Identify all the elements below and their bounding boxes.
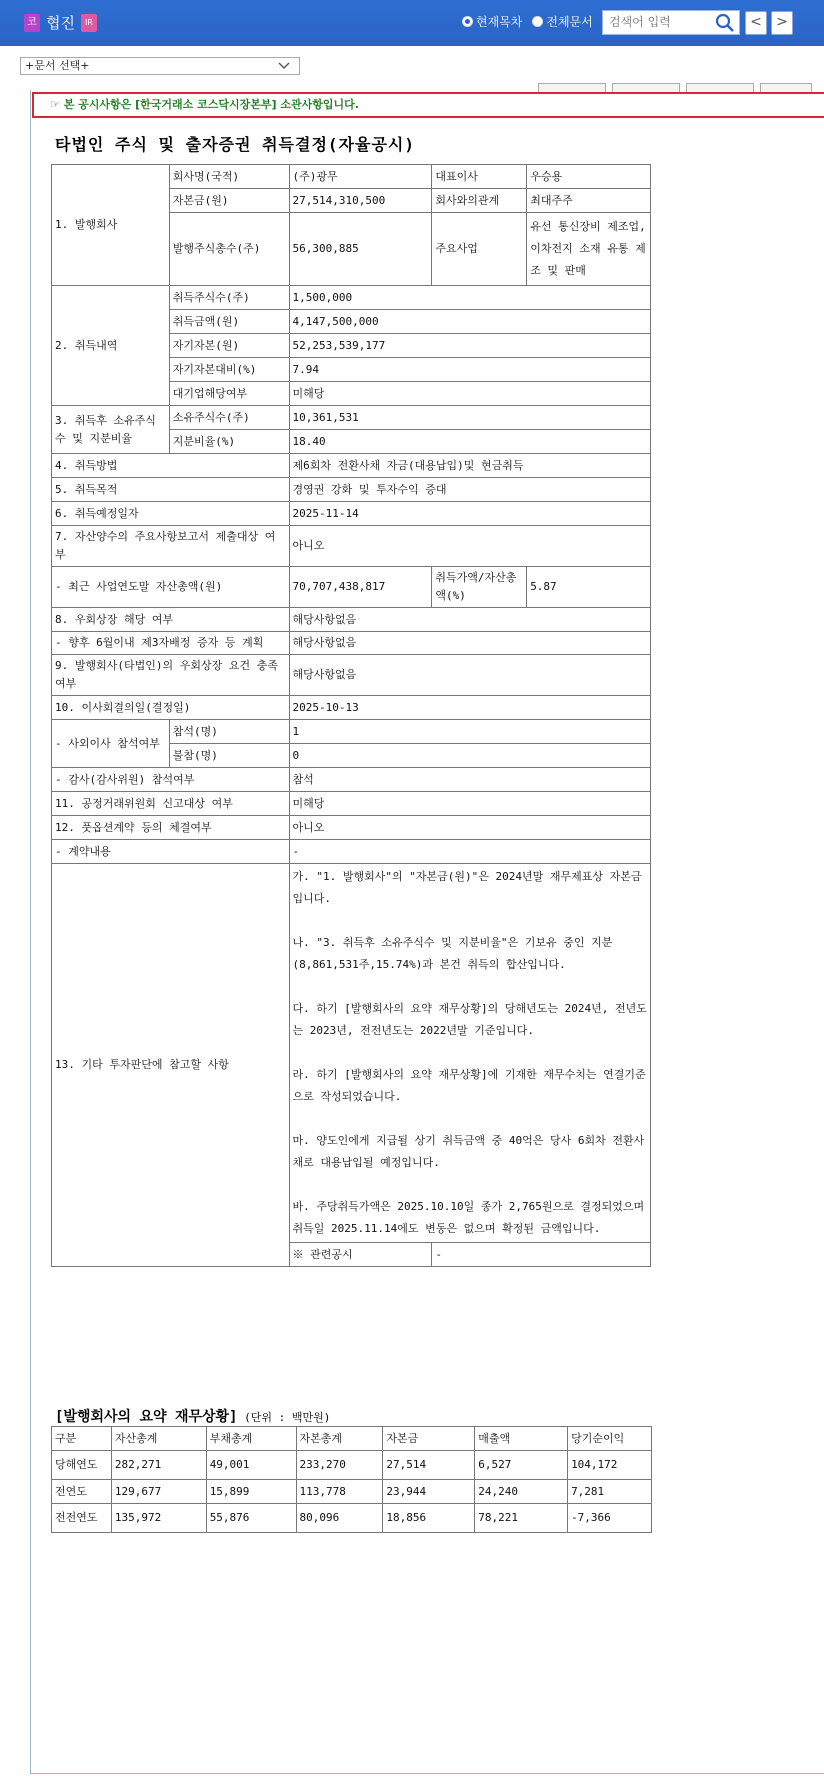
column-header: 자본총계 xyxy=(296,1427,383,1451)
search-icon[interactable] xyxy=(715,13,735,33)
search-input[interactable] xyxy=(603,11,721,33)
field-value: 참석 xyxy=(289,768,651,792)
remark-paragraph: 나. "3. 취득후 소유주식수 및 지분비율"은 기보유 중인 지분(8,861,531주,15.74%)과 본건 취득의 합산입니다. xyxy=(292,936,613,971)
field-value: - xyxy=(432,1243,651,1267)
logo xyxy=(24,12,97,33)
row-label: 당해연도 xyxy=(52,1451,112,1480)
field-label: - 계약내용 xyxy=(52,840,290,864)
field-label: 8. 우회상장 해당 여부 xyxy=(52,608,290,632)
field-label: 대기업해당여부 xyxy=(169,382,289,406)
field-value: 2025-11-14 xyxy=(289,502,651,526)
field-label: 11. 공정거래위원회 신고대상 여부 xyxy=(52,792,290,816)
column-header: 구분 xyxy=(52,1427,112,1451)
remark-paragraph: 마. 양도인에게 지급될 상기 취득금액 중 40억은 당사 6회차 전환사채로 대용납입될 예정입니다. xyxy=(292,1134,645,1169)
table-cell: 49,001 xyxy=(206,1451,296,1480)
table-cell: 78,221 xyxy=(475,1504,568,1533)
field-value: 1 xyxy=(289,720,651,744)
radio-current-label: 현재목차 xyxy=(476,15,523,29)
table-cell: 80,096 xyxy=(296,1504,383,1533)
field-label: - 사외이사 참석여부 xyxy=(52,720,170,768)
field-label: 소유주식수(주) xyxy=(169,406,289,430)
company-name: 협진 xyxy=(46,14,75,32)
field-label: 10. 이사회결의일(결정일) xyxy=(52,696,290,720)
table-header-row xyxy=(52,1427,652,1451)
summary-title-text: [발행회사의 요약 재무상황] xyxy=(55,1409,238,1425)
field-label: - 최근 사업연도말 자산총액(원) xyxy=(52,567,290,608)
table-cell: 104,172 xyxy=(568,1451,652,1480)
column-header: 당기순이익 xyxy=(568,1427,652,1451)
field-value: 0 xyxy=(289,744,651,768)
remark-paragraph: 가. "1. 발행회사"의 "자본금(원)"은 2024년말 재무제표상 자본금입니다. xyxy=(292,870,642,905)
table-cell: 7,281 xyxy=(568,1480,652,1504)
remark-paragraph: 다. 하기 [발행회사의 요약 재무상황]의 당해년도는 2024년, 전년도는 2023년, 전전년도는 2022년말 기준입니다. xyxy=(292,1002,647,1037)
disclosure-table xyxy=(51,164,651,1267)
field-value: 최대주주 xyxy=(527,189,651,213)
field-label: 지분비율(%) xyxy=(169,430,289,454)
row-label: 전전연도 xyxy=(52,1504,112,1533)
table-row xyxy=(52,1504,652,1533)
field-value: 4,147,500,000 xyxy=(289,310,651,334)
remark-paragraph: 라. 하기 [발행회사의 요약 재무상황]에 기재한 재무수치는 연결기준으로 작성되었습니다. xyxy=(292,1068,646,1103)
column-header: 자본금 xyxy=(383,1427,475,1451)
field-label: 취득금액(원) xyxy=(169,310,289,334)
remark-paragraph: 바. 주당취득가액은 2025.10.10일 종가 2,765원으로 결정되었으며 취득일 2025.11.14에도 변동은 없으며 확정된 금액입니다. xyxy=(292,1200,645,1235)
field-label: ※ 관련공시 xyxy=(289,1243,432,1267)
radio-checked-icon[interactable] xyxy=(462,16,473,27)
radio-current-section[interactable] xyxy=(462,13,522,30)
notice-banner: ☞ 본 공시사항은 [한국거래소 코스닥시장본부] 소관사항입니다. xyxy=(32,92,824,118)
search-scope xyxy=(462,13,593,30)
field-label: 회사명(국적) xyxy=(169,165,289,189)
table-cell: 23,944 xyxy=(383,1480,475,1504)
table-cell: 282,271 xyxy=(111,1451,206,1480)
field-value: (주)광무 xyxy=(289,165,432,189)
field-value: 27,514,310,500 xyxy=(289,189,432,213)
field-value: 70,707,438,817 xyxy=(289,567,432,608)
table-cell: 24,240 xyxy=(475,1480,568,1504)
field-label: 자기자본(원) xyxy=(169,334,289,358)
field-value: 아니오 xyxy=(289,526,651,567)
column-header: 자산총계 xyxy=(111,1427,206,1451)
field-label: 취득가액/자산총액(%) xyxy=(432,567,527,608)
field-value: 미해당 xyxy=(289,382,651,406)
field-value: 52,253,539,177 xyxy=(289,334,651,358)
field-label: 회사와의관계 xyxy=(432,189,527,213)
table-cell: 15,899 xyxy=(206,1480,296,1504)
field-value: 2025-10-13 xyxy=(289,696,651,720)
field-label: 5. 취득목적 xyxy=(52,478,290,502)
table-cell: 55,876 xyxy=(206,1504,296,1533)
field-label: 주요사업 xyxy=(432,213,527,286)
table-cell: 129,677 xyxy=(111,1480,206,1504)
radio-all-documents[interactable] xyxy=(532,13,592,30)
table-cell: 113,778 xyxy=(296,1480,383,1504)
field-label: 7. 자산양수의 주요사항보고서 제출대상 여부 xyxy=(52,526,290,567)
field-label: 4. 취득방법 xyxy=(52,454,290,478)
summary-title xyxy=(55,1406,330,1426)
field-label: 취득주식수(주) xyxy=(169,286,289,310)
radio-all-label: 전체문서 xyxy=(546,15,593,29)
field-value: 우승용 xyxy=(527,165,651,189)
field-value: 제6회차 전환사채 자금(대용납입)및 현금취득 xyxy=(289,454,651,478)
row-label: 전연도 xyxy=(52,1480,112,1504)
chevron-down-icon xyxy=(277,59,291,73)
field-value: 해당사항없음 xyxy=(289,632,651,655)
field-label: 자본금(원) xyxy=(169,189,289,213)
field-value: 경영권 강화 및 투자수익 증대 xyxy=(289,478,651,502)
field-value: 18.40 xyxy=(289,430,651,454)
table-cell: 135,972 xyxy=(111,1504,206,1533)
document-select-value: +문서 선택+ xyxy=(25,59,90,72)
field-value: 아니오 xyxy=(289,816,651,840)
field-value: 1,500,000 xyxy=(289,286,651,310)
field-value: 유선 통신장비 제조업, 이차전지 소재 유통 제조 및 판매 xyxy=(527,213,651,286)
field-value: 56,300,885 xyxy=(289,213,432,286)
column-header: 부채총계 xyxy=(206,1427,296,1451)
table-cell: 233,270 xyxy=(296,1451,383,1480)
prev-button[interactable]: < xyxy=(745,11,767,35)
page-title: 타법인 주식 및 출자증권 취득결정(자율공시) xyxy=(55,135,416,154)
field-value: 해당사항없음 xyxy=(289,655,651,696)
field-value: - xyxy=(289,840,651,864)
field-label: - 향후 6월이내 제3자배정 증자 등 계획 xyxy=(52,632,290,655)
field-label: 자기자본대비(%) xyxy=(169,358,289,382)
field-label: - 감사(감사위원) 참석여부 xyxy=(52,768,290,792)
search-box xyxy=(602,10,740,35)
table-row xyxy=(52,1480,652,1504)
table-cell: 18,856 xyxy=(383,1504,475,1533)
field-value: 미해당 xyxy=(289,792,651,816)
remarks-cell xyxy=(289,864,651,1243)
section-label: 1. 발행회사 xyxy=(52,165,170,286)
section-label: 2. 취득내역 xyxy=(52,286,170,406)
table-row xyxy=(52,1451,652,1480)
top-bar xyxy=(0,0,824,46)
kosdaq-badge: 코 xyxy=(24,14,40,32)
table-cell: -7,366 xyxy=(568,1504,652,1533)
field-label: 6. 취득예정일자 xyxy=(52,502,290,526)
field-value: 해당사항없음 xyxy=(289,608,651,632)
field-label: 12. 풋옵션계약 등의 체결여부 xyxy=(52,816,290,840)
financial-summary-table xyxy=(51,1426,652,1533)
summary-unit: (단위 : 백만원) xyxy=(237,1411,331,1424)
field-label: 13. 기타 투자판단에 참고할 사항 xyxy=(52,864,290,1267)
field-value: 7.94 xyxy=(289,358,651,382)
field-label: 참석(명) xyxy=(169,720,289,744)
field-value: 5.87 xyxy=(527,567,651,608)
table-cell: 6,527 xyxy=(475,1451,568,1480)
field-label: 대표이사 xyxy=(432,165,527,189)
column-header: 매출액 xyxy=(475,1427,568,1451)
next-button[interactable]: > xyxy=(771,11,793,35)
field-label: 발행주식총수(주) xyxy=(169,213,289,286)
radio-unchecked-icon[interactable] xyxy=(532,16,543,27)
document-select[interactable] xyxy=(20,57,300,75)
ir-badge[interactable]: IR xyxy=(81,14,97,32)
table-cell: 27,514 xyxy=(383,1451,475,1480)
field-label: 9. 발행회사(타법인)의 우회상장 요건 충족여부 xyxy=(52,655,290,696)
section-label: 3. 취득후 소유주식수 및 지분비율 xyxy=(52,406,170,454)
field-value: 10,361,531 xyxy=(289,406,651,430)
field-label: 불참(명) xyxy=(169,744,289,768)
